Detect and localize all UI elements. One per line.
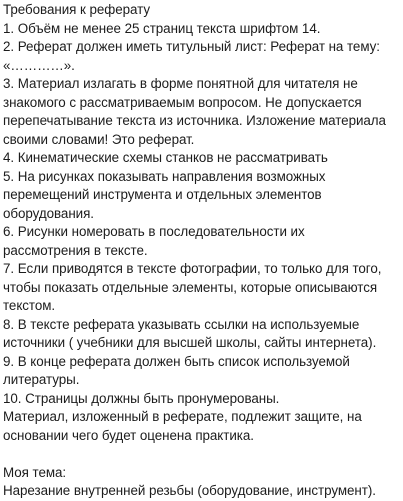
- text-line: 4. Кинематические схемы станков не рассматривать: [3, 150, 328, 165]
- text-line: 1. Объём не менее 25 страниц текста шрифтом 14.: [3, 20, 321, 36]
- topic-text: Нарезание внутренней резьбы (оборудование, инструмент).: [3, 483, 376, 498]
- text-line: основании чего будет оценена практика.: [3, 427, 254, 443]
- text-line: 10. Страницы должны быть пронумерованы.: [3, 390, 280, 406]
- topic-label: Моя тема:: [3, 464, 67, 480]
- requirements-document: [3, 1, 401, 501]
- text-line: литературы.: [3, 372, 80, 387]
- text-line: источники ( учебники для высшей школы, сайты интернета).: [3, 335, 377, 350]
- text-line: 6. Рисунки номеровать в последовательности их: [3, 224, 305, 239]
- text-line: рассмотрения в тексте.: [3, 242, 148, 258]
- text-line: чтобы показать отдельные элементы, которые описываются: [3, 279, 378, 295]
- document-heading: Требования к реферату: [3, 2, 151, 17]
- blank-line: [3, 445, 401, 464]
- text-line: 7. Если приводятся в тексте фотографии, то только для того,: [3, 261, 382, 276]
- text-line: 5. На рисунках показывать направления возможных: [3, 168, 326, 184]
- text-line: текстом.: [3, 298, 56, 313]
- text-line: 2. Реферат должен иметь титульный лист: Реферат на тему:: [3, 39, 380, 54]
- text-line: Материал, изложенный в реферате, подлежит защите, на: [3, 409, 362, 424]
- text-line: «…………».: [3, 57, 75, 73]
- text-line: своими словами! Это реферат.: [3, 131, 195, 147]
- text-line: перепечатывание текста из источника. Изложение материала: [3, 113, 386, 128]
- text-line: 9. В конце реферата должен быть список используемой: [3, 353, 350, 369]
- text-line: 8. В тексте реферата указывать ссылки на используемые: [3, 316, 360, 332]
- text-line: 3. Материал излагать в форме понятной для читателя не: [3, 76, 358, 91]
- text-line: знакомого с рассматриваемым вопросом. Не допускается: [3, 94, 362, 110]
- text-line: перемещений инструмента и отдельных элементов: [3, 187, 322, 202]
- text-line: оборудования.: [3, 205, 94, 221]
